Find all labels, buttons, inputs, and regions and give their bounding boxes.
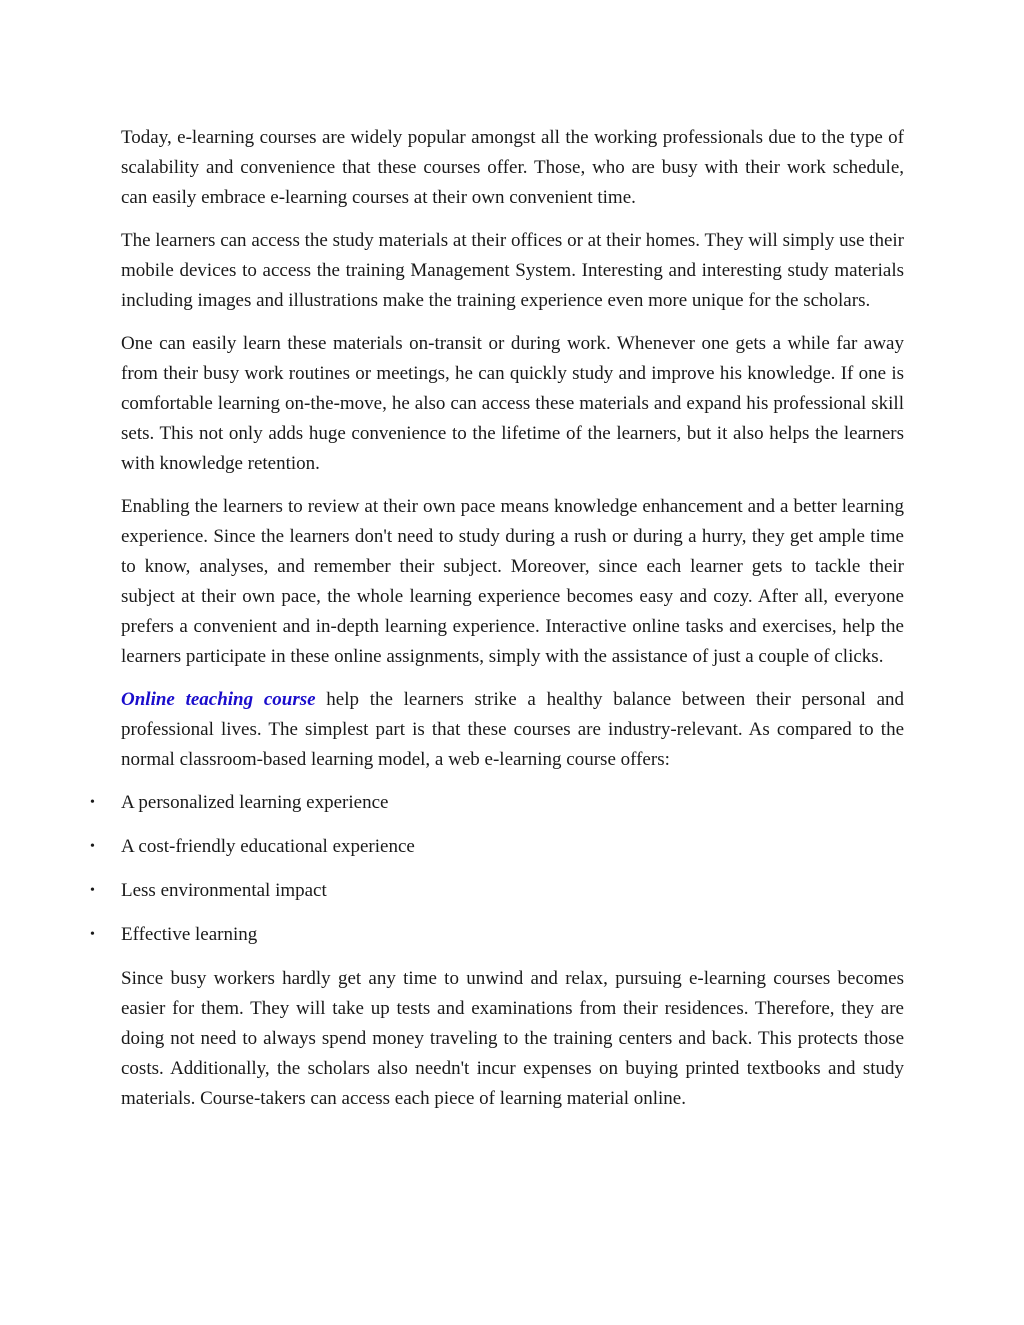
online-teaching-course-link[interactable]: Online teaching course [121, 689, 316, 710]
bullet-icon: • [90, 883, 95, 898]
bullet-icon: • [90, 795, 95, 810]
list-item-text: Effective learning [121, 924, 258, 945]
benefits-list [90, 788, 904, 950]
list-item [90, 788, 904, 818]
list-item [90, 832, 904, 862]
list-item [90, 876, 904, 906]
paragraph-online-course-text: help the learners strike a healthy balance between their personal and professional lives. The simplest part is that these courses are industry-relevant. As compared to the normal classroom-based learning model, a web e-learning course offers: [121, 689, 905, 770]
paragraph-own-pace: Enabling the learners to review at their own pace means knowledge enhancement and a better learning experience. Since the learners don't need to study during a rush or during a hurry, they get ample time to know, analyses, and remember their subject. Moreover, since each learner gets to tackle their subject at their own pace, the whole learning experience becomes easy and cozy. After all, everyone prefers a convenient and in-depth learning experience. Interactive online tasks and exercises, help the learners participate in these online assignments, simply with the assistance of just a couple of clicks. [121, 496, 904, 667]
list-item-text: A cost-friendly educational experience [121, 836, 415, 857]
paragraph-intro: Today, e-learning courses are widely popular amongst all the working professionals due to the type of scalability and convenience that these courses offer. Those, who are busy with their work schedule, can easily embrace e-learning courses at their own convenient time. [121, 127, 904, 208]
bullet-icon: • [90, 839, 95, 854]
paragraph-on-transit: One can easily learn these materials on-transit or during work. Whenever one gets a while far away from their busy work routines or meetings, he can quickly study and improve his knowledge. If one is comfortable learning on-the-move, he also can access these materials and expand his professional skill sets. This not only adds huge convenience to the lifetime of the learners, but it also helps the learners with knowledge retention. [121, 333, 904, 474]
list-item [90, 920, 904, 950]
list-item-text: Less environmental impact [121, 880, 327, 901]
document-body [90, 123, 905, 1127]
paragraph-costs: Since busy workers hardly get any time to unwind and relax, pursuing e-learning courses becomes easier for them. They will take up tests and examinations from their residences. Therefore, they are doing not need to always spend money traveling to the training centers and back. This protects those costs. Additionally, the scholars also needn't incur expenses on buying printed textbooks and study materials. Course-takers can access each piece of learning material online. [121, 968, 904, 1109]
paragraph-online-course [121, 685, 904, 775]
bullet-icon: • [90, 927, 95, 942]
list-item-text: A personalized learning experience [121, 792, 389, 813]
paragraph-access: The learners can access the study materials at their offices or at their homes. They will simply use their mobile devices to access the training Management System. Interesting and interesting study materials including images and illustrations make the training experience even more unique for the scholars. [121, 230, 904, 311]
